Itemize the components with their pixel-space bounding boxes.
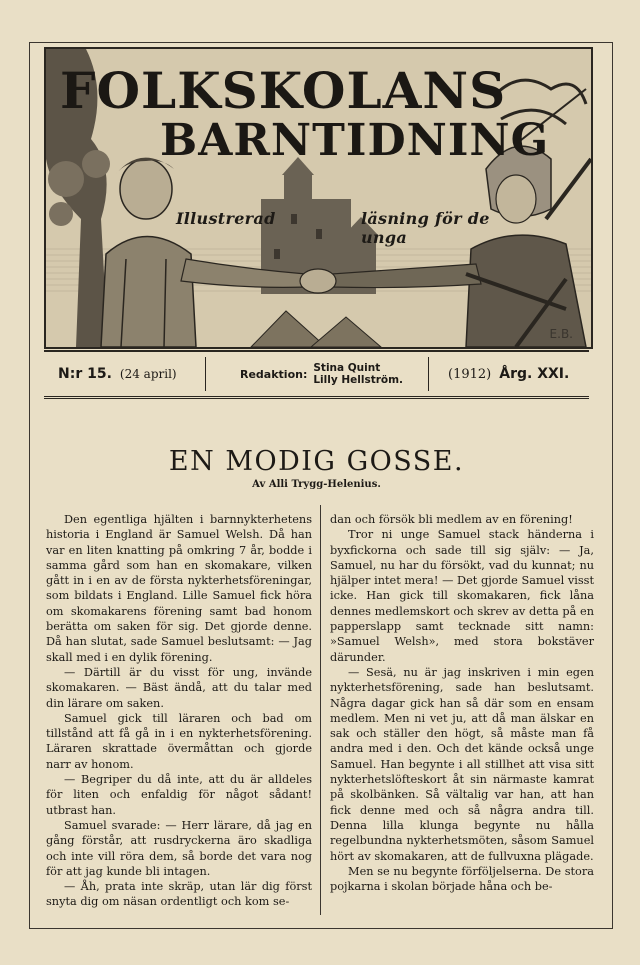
artist-monogram: E.B. bbox=[549, 327, 573, 341]
column-divider bbox=[320, 505, 321, 915]
article-column-right bbox=[330, 512, 594, 894]
article-column-left bbox=[46, 512, 312, 910]
info-divider bbox=[428, 357, 429, 391]
article-paragraph: — Begriper du då inte, att du är alldeles för liten och enfaldig för något sådant! utbrast han. bbox=[46, 773, 312, 817]
article-paragraph: dan och försök bli medlem av en förening! bbox=[330, 513, 573, 526]
editor-name: Lilly Hellström. bbox=[313, 374, 404, 386]
issue-number: N:r 15. bbox=[58, 366, 112, 382]
issue-info-bar bbox=[44, 350, 589, 399]
masthead-subtitle-part1: Illustrerad bbox=[176, 209, 276, 228]
masthead-illustration bbox=[44, 47, 593, 349]
editors-label: Redaktion: bbox=[240, 367, 308, 381]
issue-number-cell bbox=[58, 352, 177, 396]
info-divider bbox=[205, 357, 206, 391]
issue-volume: Årg. XXI. bbox=[499, 366, 570, 382]
article-paragraph: Den egentliga hjälten i barnnykterhetens historia i England är Samuel Welsh. Då han var en liten knatting på omkring 7 år, bodde i samma gård som han en skomakare, vilken gått in i en av de första nykterhetsföreningar, som bildats i England. Lille Samuel fick höra om skomakarens förening samt bad honom berätta om saken för sig. Det gjorde denne. Då han slutat, sade Samuel beslutsamt: — Jag skall med i en dylik förening. bbox=[46, 513, 312, 664]
editor-name: Stina Quint bbox=[313, 362, 381, 374]
article-paragraph: — Åh, prata inte skräp, utan lär dig först snyta dig om näsan ordentligt och kom se- bbox=[46, 880, 312, 909]
editors-names bbox=[313, 362, 403, 386]
article-paragraph: Tror ni unge Samuel stack händerna i byxfickorna och sade till sig själv: — Ja, Samuel, nu har du försökt, vad du kunnat; nu hjälper intet mera! — Det gjorde Samuel visst icke. Han gick till skomakaren, fick låna dennes medlemskort och skrev av detta på en papperslapp samt tecknade sitt namn: »Samuel Welsh», med stora bokstäver därunder. bbox=[330, 528, 594, 664]
volume-cell bbox=[448, 352, 569, 396]
issue-year: (1912) bbox=[448, 366, 492, 382]
article-paragraph: Samuel svarade: — Herr lärare, då jag en gång förstår, att rusdryckerna äro skadliga och inte vill röra dem, så borde det vara nog för att jag kunde bli intagen. bbox=[46, 818, 312, 878]
article-paragraph: Samuel gick till läraren och bad om tillstånd att få gå in i en nykterhetsförening. Läraren skrattade övermåttan och gjorde narr av honom. bbox=[46, 711, 312, 771]
article-byline: Av Alli Trygg-Helenius. bbox=[252, 479, 381, 490]
masthead-title-line1: FOLKSKOLANS bbox=[60, 61, 507, 120]
masthead-subtitle-part2: läsning för de unga bbox=[361, 209, 490, 247]
editors-cell bbox=[240, 352, 403, 396]
article-headline: EN MODIG GOSSE. bbox=[168, 446, 465, 478]
article-paragraph: Men se nu begynte förföljelserna. De stora pojkarna i skolan började håna och be- bbox=[330, 864, 594, 894]
article-paragraph: — Sesä, nu är jag inskriven i min egen nykterhetsförening, sade han beslutsamt. Några dagar gick han så där som en ensam medlem. Men ni vet ju, att då man älskar en sak och ställer den högt, så måste man få andra med i den. Och det kände också unge Samuel. Han begynte i all stillhet att visa sitt nykterhetslöfteskort åt sin närmaste kamrat på skolbänken. Så vältalig var han, att han fick denne med och så några andra till. Denna lilla klunga begynte nu hålla regelbundna nykterhetsmöten, såsom Samuel hört av skomakaren, att de fullvuxna plägade. bbox=[330, 665, 594, 863]
masthead-title bbox=[60, 61, 550, 166]
issue-date: (24 april) bbox=[119, 367, 177, 381]
article-paragraph: — Därtill är du visst för ung, invände skomakaren. — Bäst ändå, att du talar med din lärare om saken. bbox=[46, 665, 312, 710]
masthead-title-line2: BARNTIDNING bbox=[160, 115, 550, 166]
